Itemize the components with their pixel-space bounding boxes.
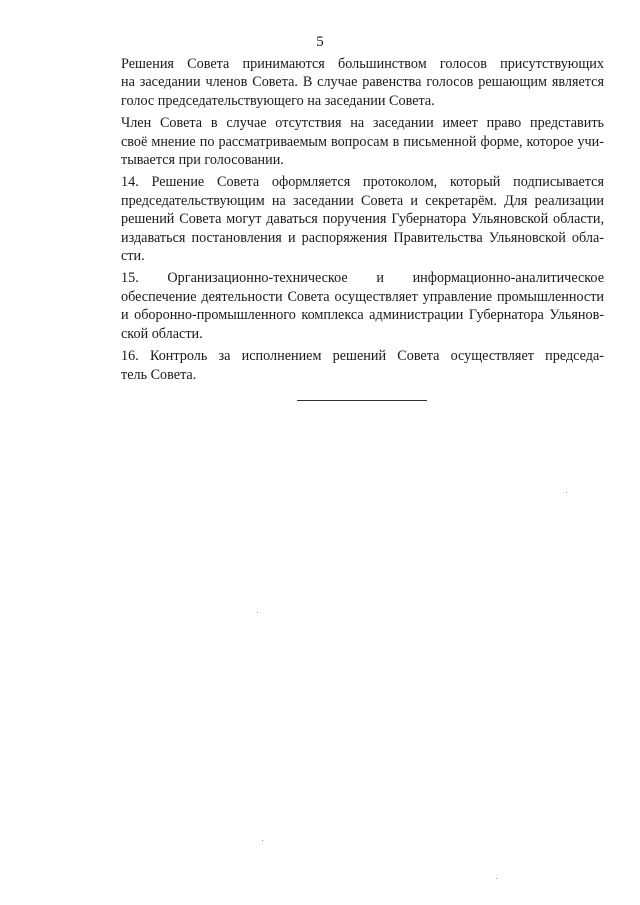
text-line: сти.: [121, 248, 145, 265]
text-line: ской области.: [121, 325, 203, 342]
document-body: [87, 55, 604, 388]
text-line: председательствующим на заседании Совета и секретарём. Для реализации: [121, 192, 604, 209]
text-line: решений Совета могут даваться поручения Губернатора Ульяновской области,: [121, 211, 604, 228]
text-line: и оборонно-промышленного комплекса администрации Губернатора Ульянов-: [121, 307, 604, 324]
text-line: на заседании членов Совета. В случае равенства голосов решающим является: [121, 74, 604, 91]
paragraph-item-16: [87, 347, 604, 384]
text-line: голос председательствующего на заседании Совета.: [121, 92, 435, 109]
text-line: издаваться постановления и распоряжения Правительства Ульяновской обла-: [121, 229, 604, 246]
text-line: Член Совета в случае отсутствия на заседании имеет право представить: [121, 115, 604, 132]
scan-speck: [566, 492, 567, 493]
scan-speck: [262, 840, 263, 841]
end-separator-line: [297, 400, 427, 401]
text-line: тывается при голосовании.: [121, 152, 284, 169]
scan-speck: [257, 612, 258, 613]
paragraph-absent-member: [87, 114, 604, 169]
text-line: тель Совета.: [121, 366, 197, 383]
text-line: своё мнение по рассматриваемым вопросам в письменной форме, которое учи-: [121, 133, 604, 150]
scan-speck: [496, 878, 497, 879]
text-line: 14. Решение Совета оформляется протоколом, который подписывается: [121, 174, 604, 191]
text-line: 15. Организационно-техническое и информационно-аналитическое: [121, 270, 604, 287]
text-line: Решения Совета принимаются большинством голосов присутствующих: [121, 56, 604, 72]
paragraph-item-14: [87, 173, 604, 265]
paragraph-voting-majority: [87, 55, 604, 110]
paragraph-item-15: [87, 269, 604, 343]
page-number: 5: [316, 34, 324, 50]
text-line: 16. Контроль за исполнением решений Совета осуществляет председа-: [121, 348, 604, 365]
text-line: обеспечение деятельности Совета осуществляет управление промышленности: [121, 288, 604, 305]
